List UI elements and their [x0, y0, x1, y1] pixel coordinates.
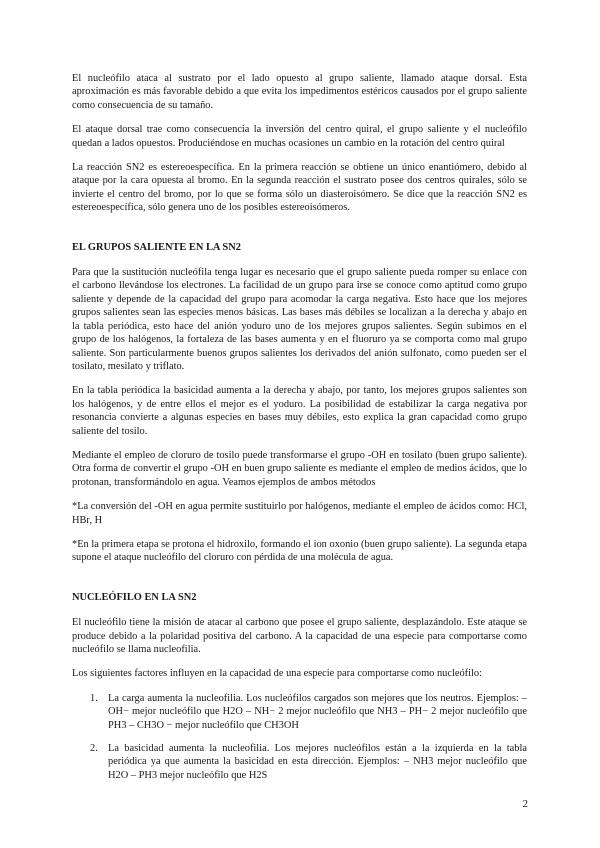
intro-paragraph-3: La reacción SN2 es estereoespecífica. En la primera reacción se obtiene un único enantiómero, debido al ataque por la cara opuesta al bromo. En la segunda reacción el sustrato posee dos centros quirales, sólo se invierte el centro del bromo, por lo que se forma sólo un diasteroisómero. Se dice que la reacción SN2 es estereoespecífica, sólo genera uno de los posibles estereoisómeros. — [72, 162, 527, 214]
list-item-number: 2. — [90, 743, 98, 755]
nucleophile-factors-list — [72, 692, 527, 782]
list-item-number: 1. — [90, 692, 98, 704]
page-number: 2 — [522, 798, 528, 810]
leaving-group-paragraph-3: Mediante el empleo de cloruro de tosilo puede transformarse el grupo -OH en tosilato (buen grupo saliente). Otra forma de convertir el grupo -OH en buen grupo saliente es mediante el empleo de medios ácidos, que lo protonan, transformándolo en agua. Veamos ejemplos de ambos métodos — [72, 449, 527, 488]
leaving-group-paragraph-5: *En la primera etapa se protona el hidroxilo, formando el ion oxonio (buen grupo saliente). La segunda etapa supone el ataque nucleófilo del cloruro con pérdida de una molécula de agua. — [72, 538, 527, 564]
leaving-group-paragraph-1: Para que la sustitución nucleófila tenga lugar es necesario que el grupo saliente pueda romper su enlace con el carbono llevándose los electrones. La facilidad de un grupo para irse se conoce como aptitud como grupo saliente y depende de la capacidad del grupo para acomodar la carga negativa. Esto hace que los mejores grupos salientes sean las especies menos básicas. Las bases más débiles se localizan a la derecha y abajo en la tabla periódica, esto hace del anión yoduro uno de los mejores grupos salientes. Según subimos en el grupo de los halógenos, la fortaleza de las bases aumenta y en el fluoruro ya se comporta como mal grupo saliente. Son particularmente buenos grupos salientes los derivados del anión sulfonato, como pueden ser el tosilato, mesilato y triflato. — [72, 267, 527, 372]
leaving-group-paragraph-2: En la tabla periódica la basicidad aumenta a la derecha y abajo, por tanto, los mejores grupos salientes son los halógenos, y de entre ellos el mejor es el yoduro. La posibilidad de estabilizar la carga negativa por resonancia convierte a algunas especies en bases muy débiles, esto explica la gran capacidad como grupo saliente del tosilo. — [72, 385, 527, 437]
section-heading-nucleophile: NUCLEÓFILO EN LA SN2 — [72, 591, 197, 603]
page-body — [72, 72, 527, 792]
leaving-group-paragraph-4: *La conversión del -OH en agua permite sustituirlo por halógenos, mediante el empleo de ácidos como: HCl, HBr, H — [72, 501, 527, 526]
section-heading-leaving-group: EL GRUPOS SALIENTE EN LA SN2 — [72, 241, 241, 253]
nucleophile-paragraph-1: El nucleófilo tiene la misión de atacar al carbono que posee el grupo saliente, desplazándolo. Este ataque se produce debido a la polaridad positiva del carbono. A la capacidad de una especie para comportarse como nucleófilo se llama nucleofilia. — [72, 617, 527, 655]
list-item-text: La basicidad aumenta la nucleofilia. Los mejores nucleófilos están a la izquierda en la tabla periódica ya que aumenta la basicidad en esta dirección. Ejemplos: – NH3 mejor nucleófilo que H2O – PH3 mejor nucleófilo que H2S — [108, 743, 527, 781]
intro-paragraph-2: El ataque dorsal trae como consecuencia la inversión del centro quiral, el grupo saliente y el nucleófilo quedan a lados opuestos. Produciéndose en muchas ocasiones un cambio en la rotación del centro quiral — [72, 124, 527, 149]
list-item-text: La carga aumenta la nucleofilia. Los nucleófilos cargados son mejores que los neutros. Ejemplos: – OH− mejor nucleófilo que H2O – NH− 2 mejor nucleófilo que NH3 – PH− 2 mejor nucleófilo que PH3 – CH3O − mejor nucleófilo que CH3OH — [108, 692, 527, 731]
nucleophile-paragraph-2: Los siguientes factores influyen en la capacidad de una especie para comportarse como nucleófilo: — [72, 668, 482, 680]
list-item — [72, 692, 527, 732]
intro-paragraph-1: El nucleófilo ataca al sustrato por el lado opuesto al grupo saliente, llamado ataque dorsal. Esta aproximación es más favorable debido a que evita los impedimentos estéricos causados por el grupo saliente como consecuencia de su tamaño. — [72, 73, 527, 111]
list-item — [72, 742, 527, 782]
